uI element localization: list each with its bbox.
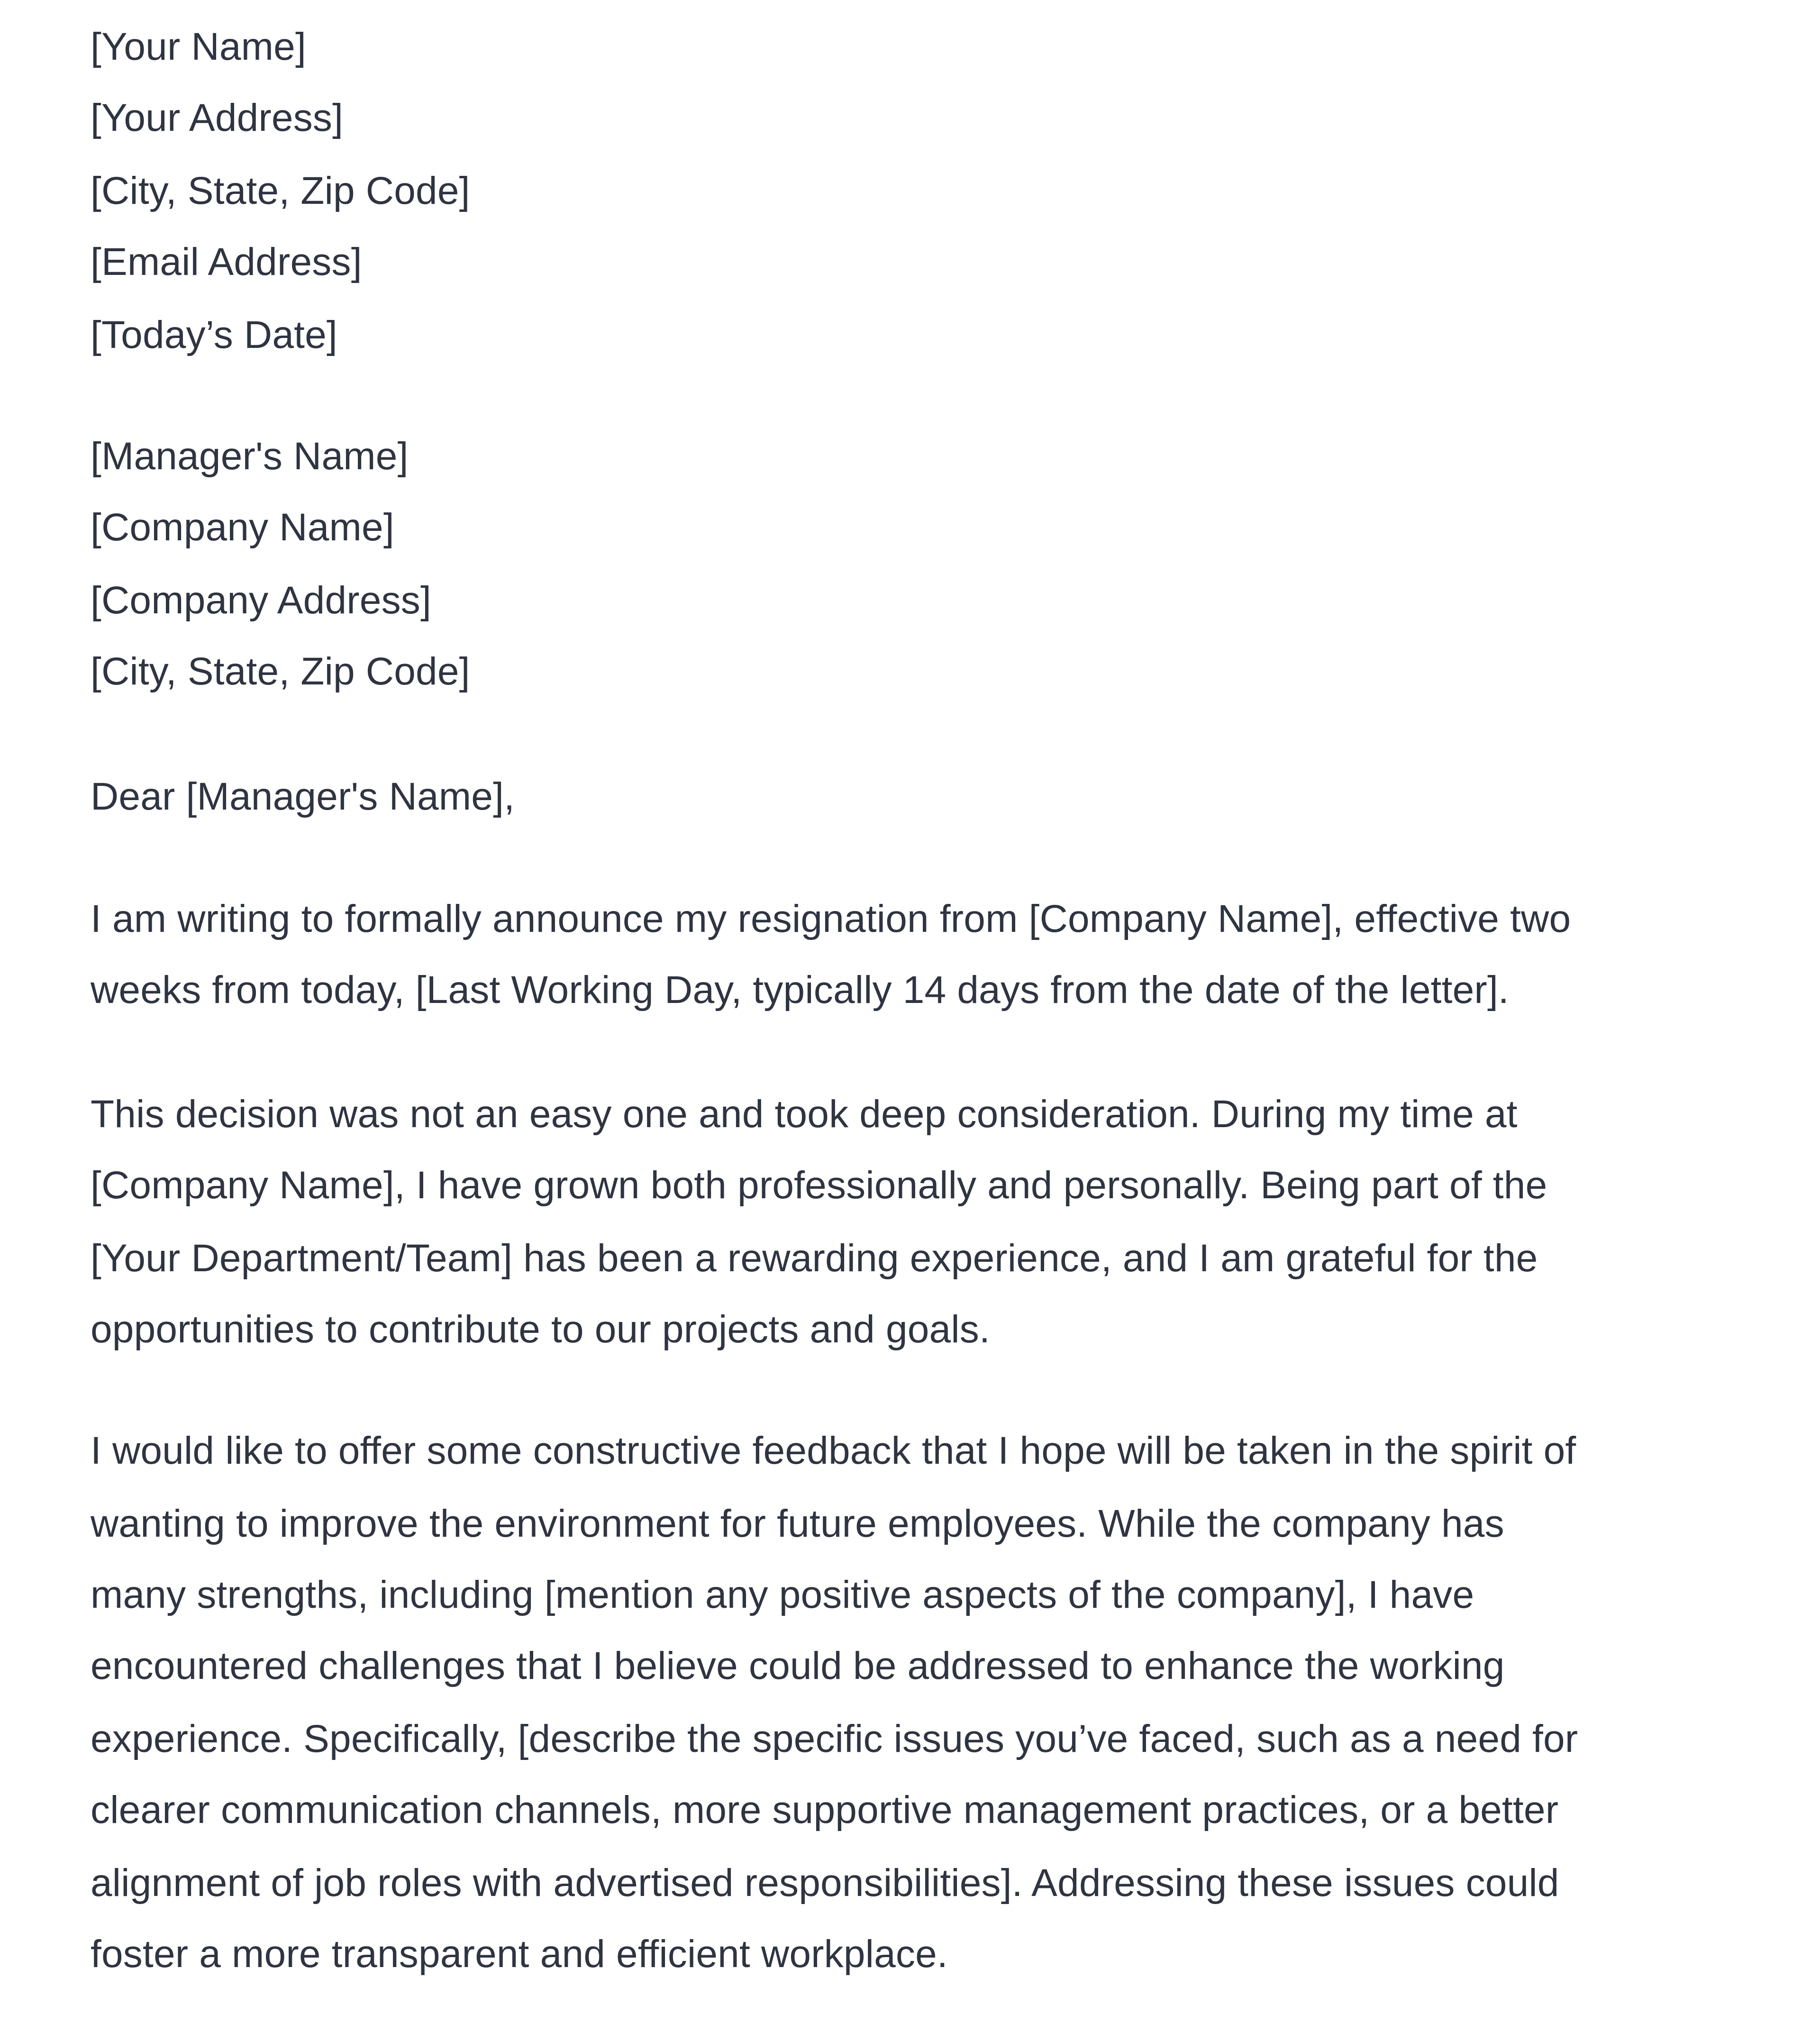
recipient-name: [Manager's Name] (91, 435, 409, 478)
sender-city-state-zip: [City, State, Zip Code] (91, 169, 470, 212)
paragraph-line: foster a more transparent and efficient workplace. (91, 1932, 948, 1976)
sender-address: [Your Address] (91, 96, 344, 139)
paragraph-line: [Your Department/Team] has been a rewarding experience, and I am grateful for the (91, 1237, 1538, 1280)
recipient-company: [Company Name] (91, 506, 394, 549)
paragraph-line: I would like to offer some constructive feedback that I hope will be taken in the spirit of (91, 1429, 1576, 1472)
recipient-city-state-zip: [City, State, Zip Code] (91, 650, 470, 693)
paragraph-line: experience. Specifically, [describe the specific issues you’ve faced, such as a need for (91, 1717, 1578, 1760)
paragraph-line: I am writing to formally announce my resignation from [Company Name], effective two (91, 897, 1571, 940)
sender-name: [Your Name] (91, 25, 306, 68)
letter-date: [Today’s Date] (91, 313, 337, 356)
paragraph-line: opportunities to contribute to our projects and goals. (91, 1308, 990, 1351)
paragraph-line: wanting to improve the environment for future employees. While the company has (91, 1502, 1504, 1545)
paragraph-line: encountered challenges that I believe could be addressed to enhance the working (91, 1644, 1505, 1687)
salutation: Dear [Manager's Name], (91, 775, 515, 818)
paragraph-line: alignment of job roles with advertised responsibilities]. Addressing these issues could (91, 1861, 1559, 1904)
paragraph-line: weeks from today, [Last Working Day, typically 14 days from the date of the letter]. (91, 968, 1509, 1011)
paragraph-line: This decision was not an easy one and took deep consideration. During my time at (91, 1093, 1518, 1136)
paragraph-line: clearer communication channels, more supportive management practices, or a better (91, 1788, 1559, 1832)
paragraph-line: [Company Name], I have grown both professionally and personally. Being part of the (91, 1164, 1547, 1207)
paragraph-line: many strengths, including [mention any positive aspects of the company], I have (91, 1573, 1474, 1616)
recipient-address: [Company Address] (91, 579, 431, 622)
sender-email: [Email Address] (91, 240, 362, 283)
